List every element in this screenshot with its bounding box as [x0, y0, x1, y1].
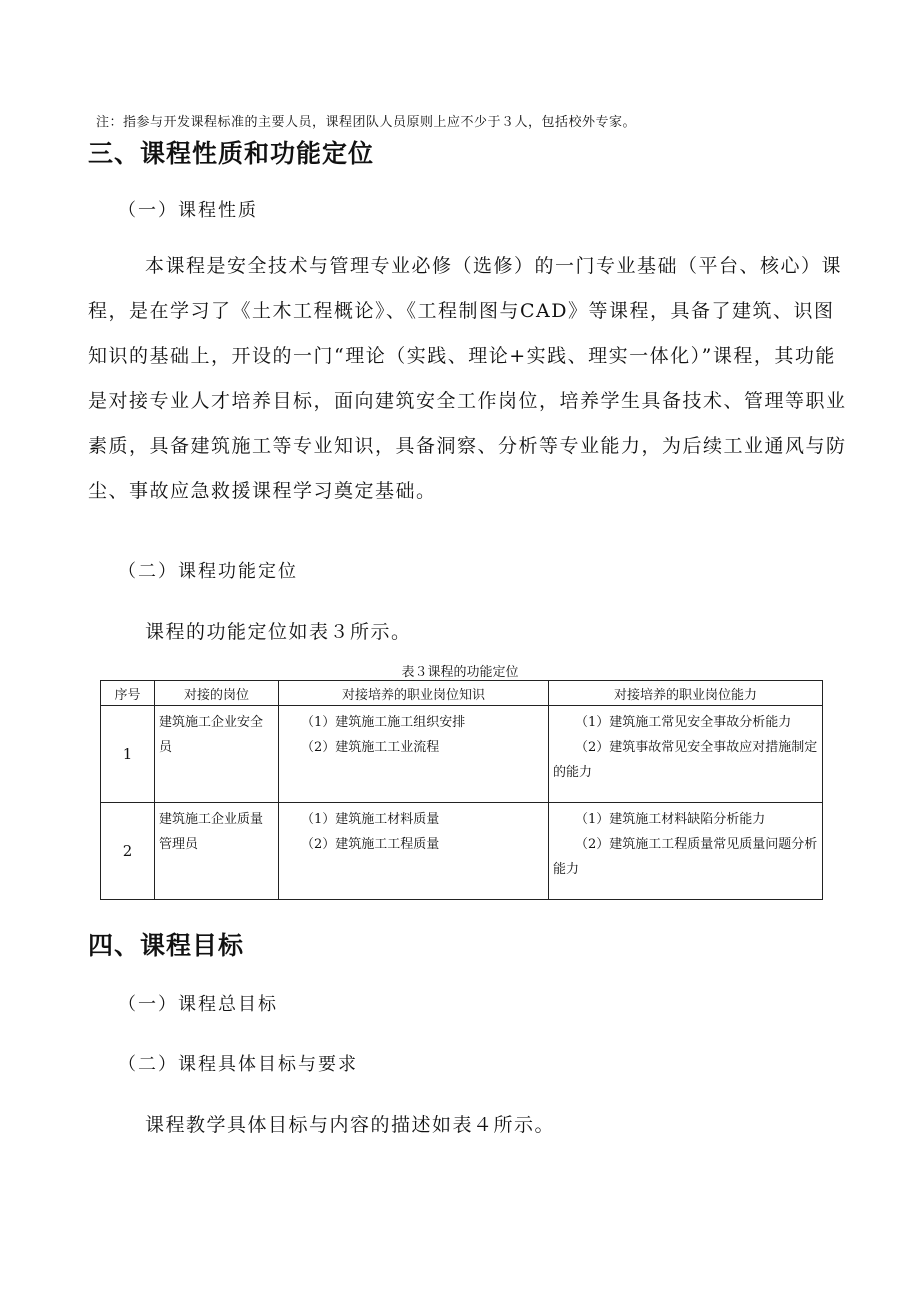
table3-caption: 表３课程的功能定位: [401, 665, 519, 680]
paragraph-line: 素质，具备建筑施工等专业知识，具备洞察、分析等专业能力，为后续工业通风与防: [88, 435, 847, 457]
ability-item: （1）建筑施工常见安全事故分析能力: [575, 715, 792, 730]
header-ability: 对接培养的职业岗位能力: [549, 681, 823, 706]
table4-reference: 课程教学具体目标与内容的描述如表４所示。: [145, 1114, 556, 1136]
ability-item: （2）建筑施工工程质量常见质量问题分析能力: [553, 837, 818, 877]
header-no: 序号: [101, 681, 155, 706]
table-row: [101, 706, 823, 803]
section4-title: 四、课程目标: [88, 931, 245, 960]
row-number: 2: [101, 803, 155, 900]
table3-reference: 课程的功能定位如表３所示。: [145, 621, 412, 643]
section4-sub2: （二）课程具体目标与要求: [118, 1054, 358, 1075]
paragraph-line: 本课程是安全技术与管理专业必修（选修）的一门专业基础（平台、核心）课: [145, 255, 843, 277]
post-text: 建筑施工企业安全员: [159, 715, 264, 755]
section3-sub1: （一）课程性质: [118, 200, 258, 221]
header-knowledge: 对接培养的职业岗位知识: [279, 681, 549, 706]
section3-title: 三、课程性质和功能定位: [88, 139, 375, 168]
course-nature-paragraph: [88, 244, 847, 514]
ability-item: （2）建筑事故常见安全事故应对措施制定的能力: [553, 740, 818, 780]
header-post: 对接的岗位: [155, 681, 279, 706]
ability-cell: [549, 706, 823, 803]
post-text: 建筑施工企业质量管理员: [159, 812, 264, 852]
row-number: 1: [101, 706, 155, 803]
post-cell: [155, 706, 279, 803]
table-row: [101, 803, 823, 900]
footnote: 注：指参与开发课程标准的主要人员，课程团队人员原则上应不少于３人，包括校外专家。: [96, 115, 637, 130]
table-header-row: [101, 681, 823, 706]
paragraph-line: 是对接专业人才培养目标，面向建筑安全工作岗位，培养学生具备技术、管理等职业: [88, 390, 847, 412]
post-cell: [155, 803, 279, 900]
section3-sub2: （二）课程功能定位: [118, 561, 298, 582]
knowledge-cell: [279, 803, 549, 900]
knowledge-cell: [279, 706, 549, 803]
paragraph-line: 尘、事故应急救援课程学习奠定基础。: [88, 480, 437, 502]
ability-cell: [549, 803, 823, 900]
paragraph-line: 知识的基础上，开设的一门“理论（实践、理论+实践、理实一体化）”课程，其功能: [88, 345, 836, 367]
function-table: [100, 680, 823, 900]
section4-sub1: （一）课程总目标: [118, 994, 278, 1015]
ability-item: （1）建筑施工材料缺陷分析能力: [575, 812, 766, 827]
paragraph-line: 程，是在学习了《土木工程概论》、《工程制图与CAD》等课程，具备了建筑、识图: [88, 300, 835, 322]
knowledge-item: （2）建筑施工工程质量: [301, 837, 440, 852]
knowledge-item: （2）建筑施工工业流程: [301, 740, 440, 755]
knowledge-item: （1）建筑施工施工组织安排: [301, 715, 466, 730]
knowledge-item: （1）建筑施工材料质量: [301, 812, 440, 827]
